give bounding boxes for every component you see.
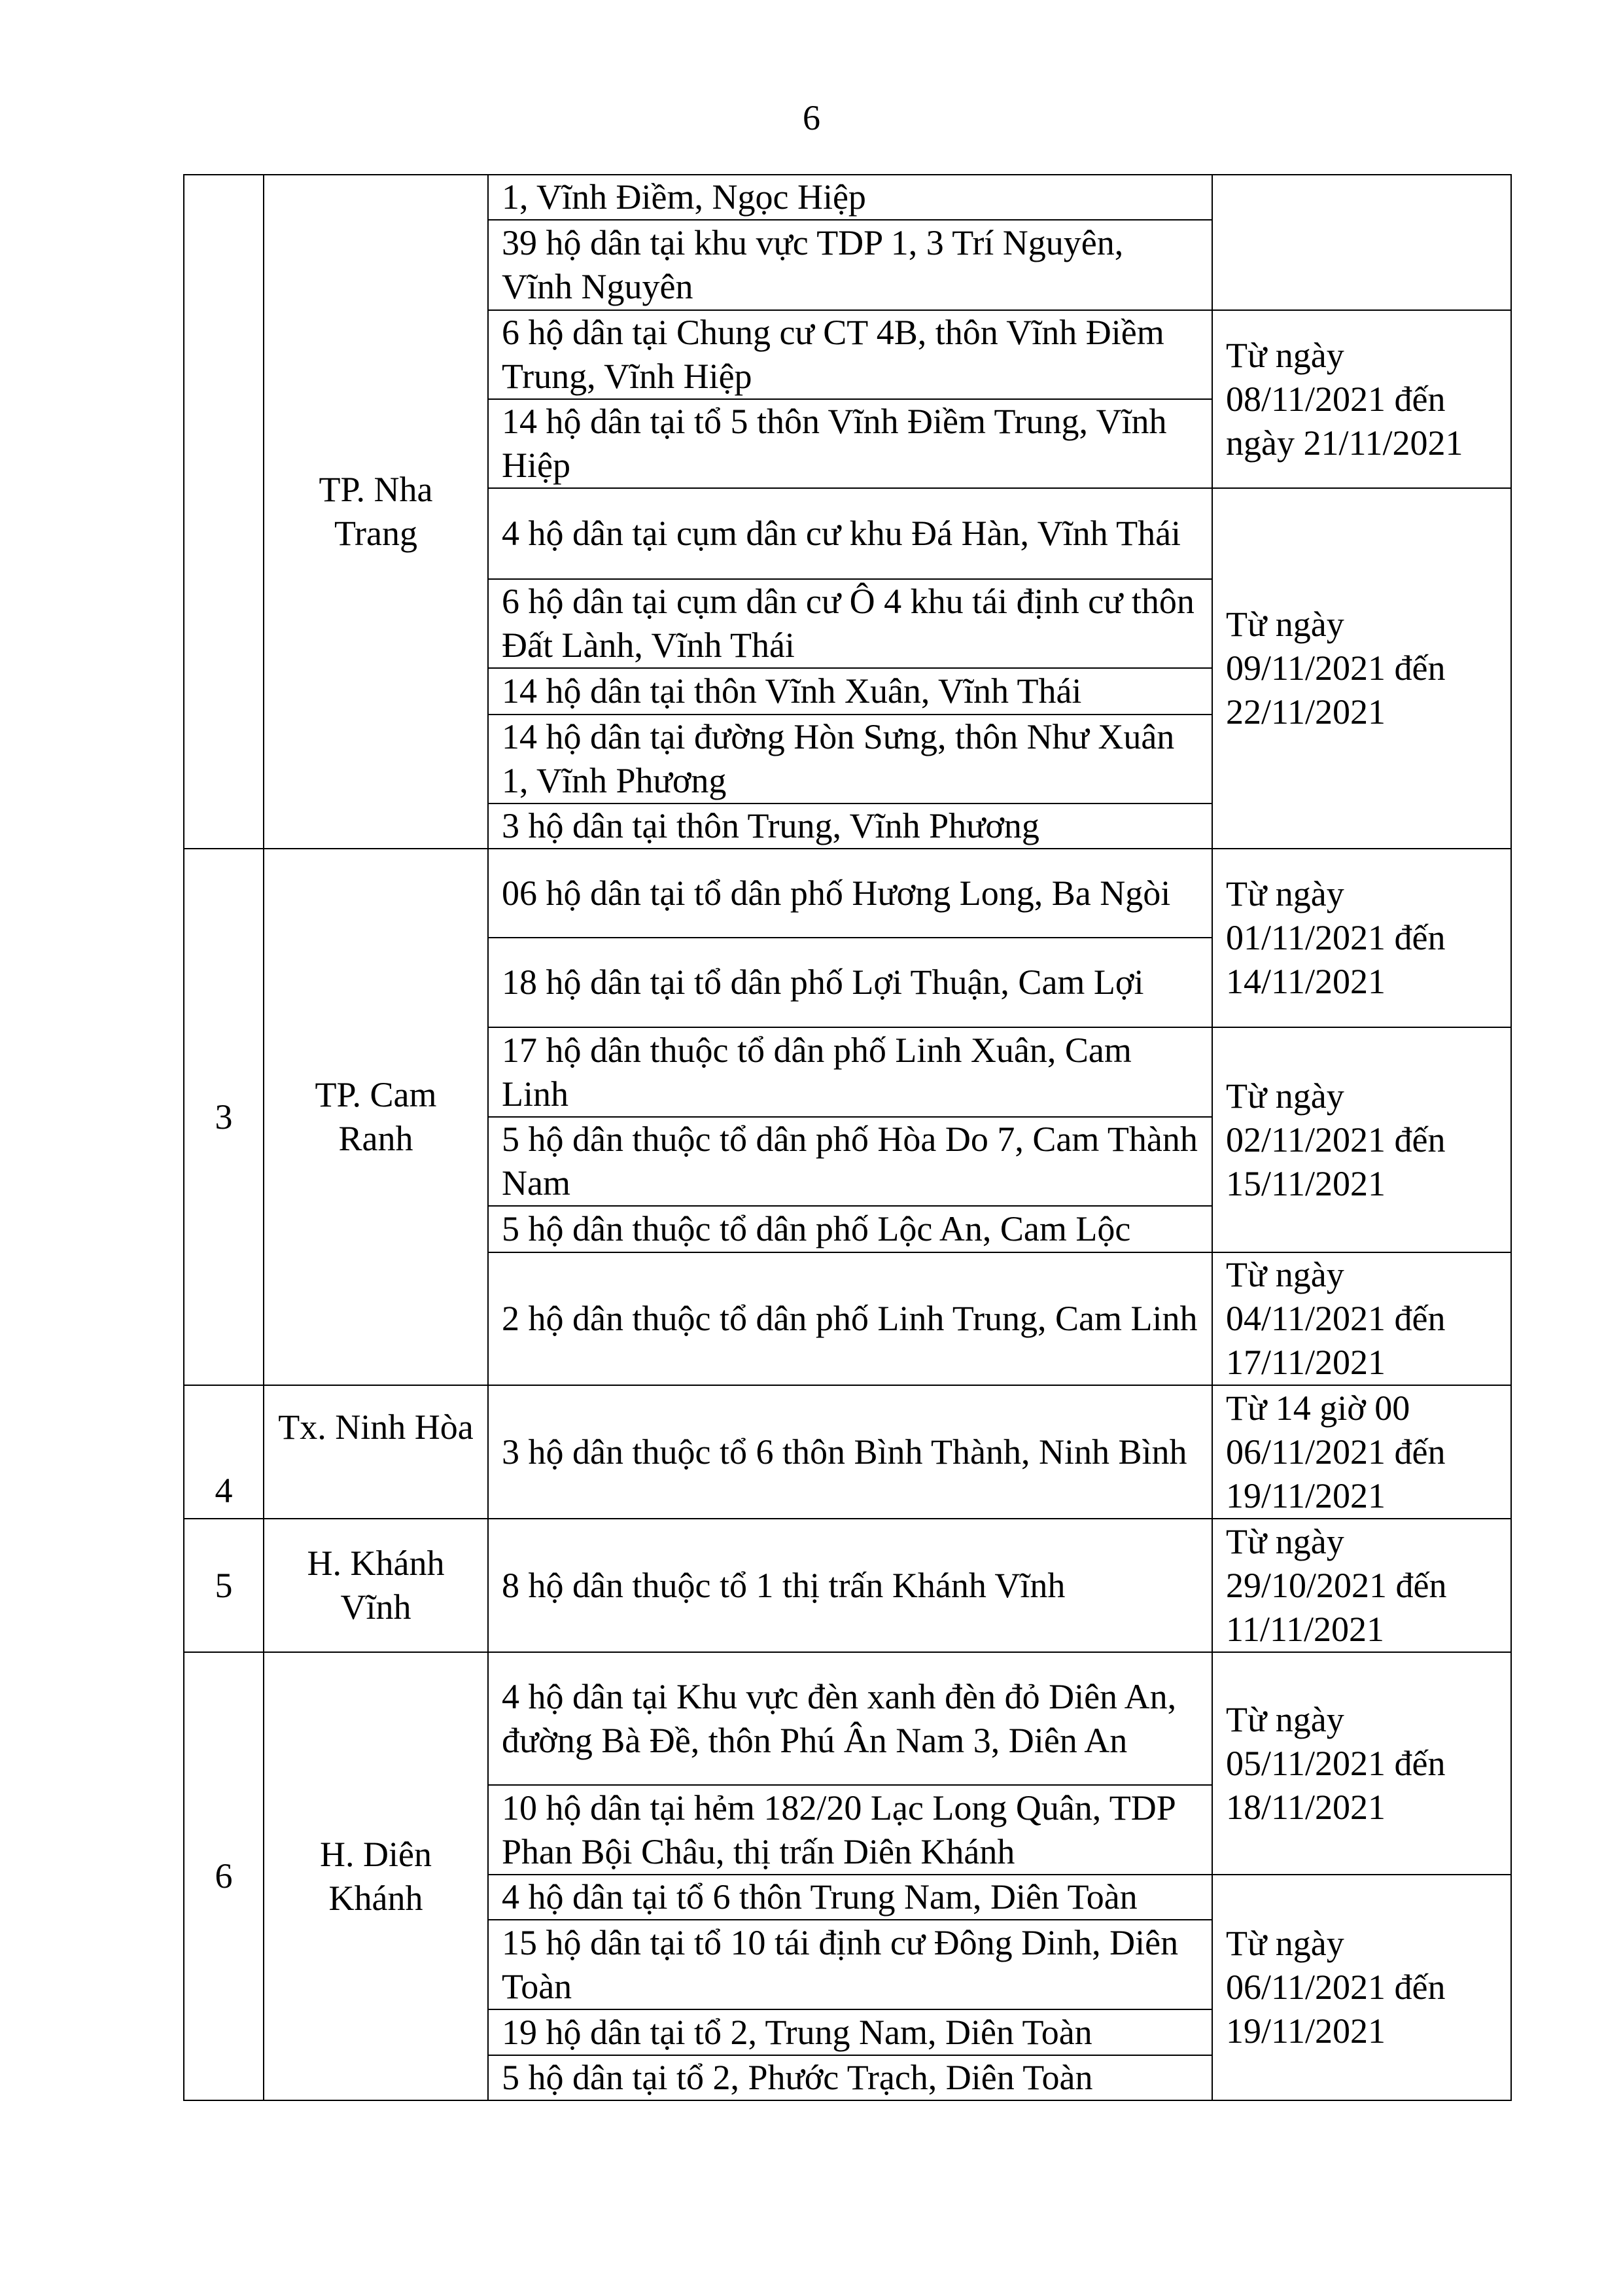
description-cell: 5 hộ dân tại tổ 2, Phước Trạch, Diên Toàn xyxy=(488,2055,1212,2100)
stt-cell: 6 xyxy=(184,1652,264,2100)
stt-cell: 3 xyxy=(184,849,264,1385)
time-cell: Từ ngày 04/11/2021 đến 17/11/2021 xyxy=(1212,1252,1511,1385)
description-cell: 4 hộ dân tại Khu vực đèn xanh đèn đỏ Diên An, đường Bà Đề, thôn Phú Ân Nam 3, Diên An xyxy=(488,1652,1212,1785)
stt-cell: 5 xyxy=(184,1519,264,1652)
locality-cell: H. Diên Khánh xyxy=(264,1652,488,2100)
time-cell xyxy=(1212,175,1511,310)
description-cell: 2 hộ dân thuộc tổ dân phố Linh Trung, Cam Linh xyxy=(488,1252,1212,1385)
time-cell: Từ ngày 02/11/2021 đến 15/11/2021 xyxy=(1212,1027,1511,1252)
stt-cell xyxy=(184,175,264,849)
description-cell: 6 hộ dân tại Chung cư CT 4B, thôn Vĩnh Điềm Trung, Vĩnh Hiệp xyxy=(488,310,1212,399)
description-cell: 1, Vĩnh Điềm, Ngọc Hiệp xyxy=(488,175,1212,220)
time-cell: Từ ngày 05/11/2021 đến 18/11/2021 xyxy=(1212,1652,1511,1875)
table-row xyxy=(184,1519,1511,1652)
description-cell: 6 hộ dân tại cụm dân cư Ô 4 khu tái định cư thôn Đất Lành, Vĩnh Thái xyxy=(488,579,1212,668)
description-cell: 4 hộ dân tại cụm dân cư khu Đá Hàn, Vĩnh Thái xyxy=(488,488,1212,579)
description-cell: 5 hộ dân thuộc tổ dân phố Hòa Do 7, Cam Thành Nam xyxy=(488,1117,1212,1206)
description-cell: 17 hộ dân thuộc tổ dân phố Linh Xuân, Cam Linh xyxy=(488,1027,1212,1117)
description-cell: 15 hộ dân tại tổ 10 tái định cư Đông Dinh, Diên Toàn xyxy=(488,1920,1212,2009)
description-cell: 14 hộ dân tại đường Hòn Sưng, thôn Như Xuân 1, Vĩnh Phương xyxy=(488,715,1212,804)
time-cell: Từ ngày 01/11/2021 đến 14/11/2021 xyxy=(1212,849,1511,1027)
table-row xyxy=(184,1385,1511,1519)
time-cell: Từ ngày 29/10/2021 đến 11/11/2021 xyxy=(1212,1519,1511,1652)
locality-cell: Tx. Ninh Hòa xyxy=(264,1385,488,1519)
locality-cell: TP. Nha Trang xyxy=(264,175,488,849)
time-cell: Từ 14 giờ 00 06/11/2021 đến 19/11/2021 xyxy=(1212,1385,1511,1519)
locality-cell: TP. Cam Ranh xyxy=(264,849,488,1385)
description-cell: 14 hộ dân tại tổ 5 thôn Vĩnh Điềm Trung, Vĩnh Hiệp xyxy=(488,399,1212,488)
description-cell: 5 hộ dân thuộc tổ dân phố Lộc An, Cam Lộc xyxy=(488,1206,1212,1252)
description-cell: 19 hộ dân tại tổ 2, Trung Nam, Diên Toàn xyxy=(488,2009,1212,2055)
time-cell: Từ ngày 09/11/2021 đến 22/11/2021 xyxy=(1212,488,1511,849)
description-cell: 3 hộ dân thuộc tổ 6 thôn Bình Thành, Ninh Bình xyxy=(488,1385,1212,1519)
time-cell: Từ ngày 06/11/2021 đến 19/11/2021 xyxy=(1212,1875,1511,2100)
page-number: 6 xyxy=(803,98,820,137)
description-cell: 39 hộ dân tại khu vực TDP 1, 3 Trí Nguyên, Vĩnh Nguyên xyxy=(488,220,1212,310)
time-cell: Từ ngày 08/11/2021 đến ngày 21/11/2021 xyxy=(1212,310,1511,488)
description-cell: 06 hộ dân tại tổ dân phố Hương Long, Ba Ngòi xyxy=(488,849,1212,938)
description-cell: 18 hộ dân tại tổ dân phố Lợi Thuận, Cam Lợi xyxy=(488,938,1212,1027)
stt-cell: 4 xyxy=(184,1385,264,1519)
description-cell: 10 hộ dân tại hẻm 182/20 Lạc Long Quân, TDP Phan Bội Châu, thị trấn Diên Khánh xyxy=(488,1785,1212,1875)
description-cell: 4 hộ dân tại tổ 6 thôn Trung Nam, Diên Toàn xyxy=(488,1875,1212,1920)
table-row xyxy=(184,1652,1511,1785)
quarantine-table xyxy=(183,174,1512,2101)
description-cell: 3 hộ dân tại thôn Trung, Vĩnh Phương xyxy=(488,804,1212,849)
table-row xyxy=(184,849,1511,938)
description-cell: 14 hộ dân tại thôn Vĩnh Xuân, Vĩnh Thái xyxy=(488,668,1212,715)
table-row xyxy=(184,175,1511,220)
locality-cell: H. Khánh Vĩnh xyxy=(264,1519,488,1652)
description-cell: 8 hộ dân thuộc tổ 1 thị trấn Khánh Vĩnh xyxy=(488,1519,1212,1652)
